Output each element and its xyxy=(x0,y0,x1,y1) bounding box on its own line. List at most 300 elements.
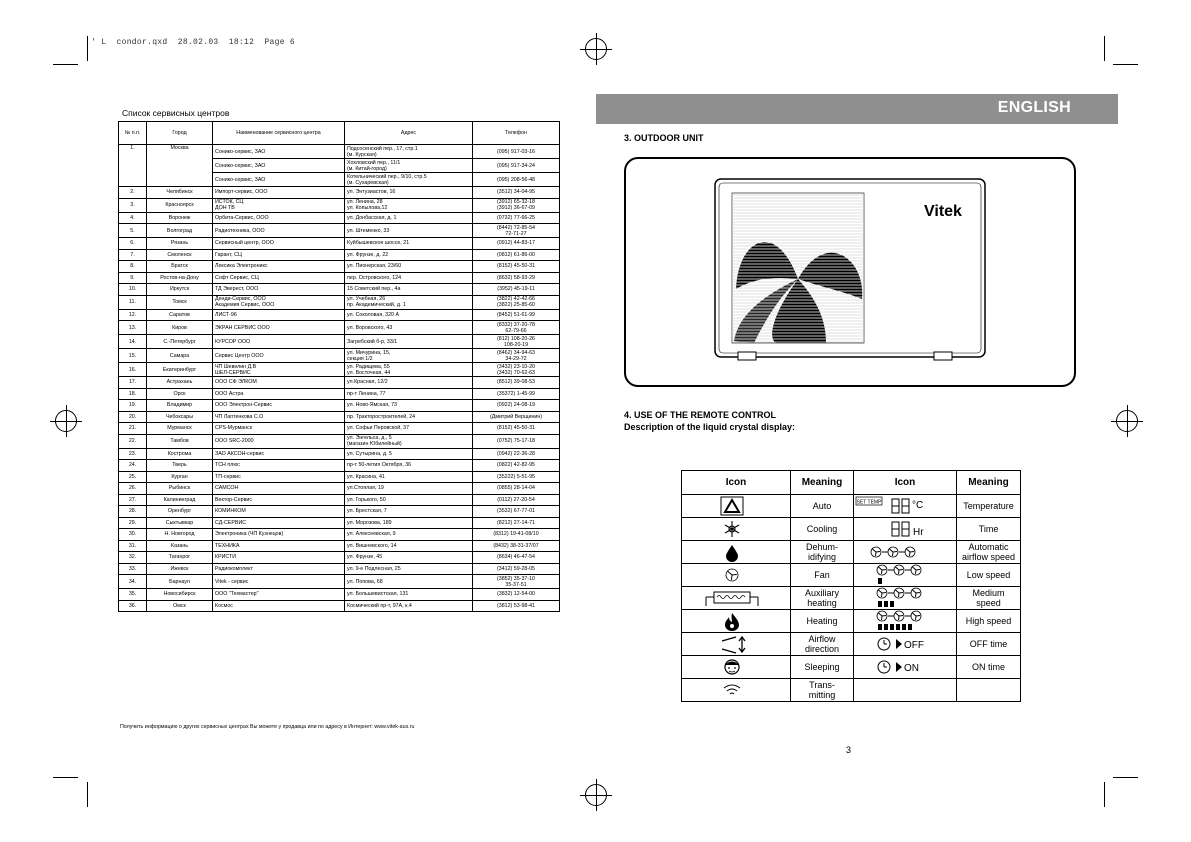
table-row xyxy=(682,541,1021,564)
meaning-text: Low speed xyxy=(957,564,1021,587)
table-cell: Владимир xyxy=(147,400,213,412)
table-cell: ул. Фрунзе, д. 22 xyxy=(345,249,473,261)
table-cell: 4. xyxy=(119,212,147,224)
table-cell: (0912) 44-83-17 xyxy=(473,238,560,250)
table-row xyxy=(119,471,560,483)
table-cell: ул. Соколовая, 320 А xyxy=(345,309,473,321)
table-cell: Электроника (ЧП Кузнецов) xyxy=(213,529,345,541)
meaning-text xyxy=(957,679,1021,702)
cooling-icon xyxy=(682,518,791,541)
table-row xyxy=(119,540,560,552)
table-cell: ул. Брестская, 7 xyxy=(345,506,473,518)
table-cell: Ростов-на-Дону xyxy=(147,272,213,284)
auto-fan-speed-icon xyxy=(854,541,957,564)
table-cell: (8632) 58-93-29 xyxy=(473,272,560,284)
auxiliary-heating-icon xyxy=(682,587,791,610)
table-cell: Сонико-сервис, ЗАО xyxy=(213,159,345,173)
section-outdoor-unit: 3. OUTDOOR UNIT xyxy=(624,133,704,143)
table-cell: ЧП Лаптенкова С.О xyxy=(213,411,345,423)
table-row xyxy=(119,187,560,199)
table-cell: ООО Астра xyxy=(213,388,345,400)
col-header-meaning: Meaning xyxy=(957,471,1021,495)
table-row xyxy=(119,448,560,460)
table-row xyxy=(119,349,560,363)
table-cell: (3532) 67-77-01 xyxy=(473,506,560,518)
col-header-city: Город xyxy=(147,122,213,145)
table-cell: (3822) 42-42-66 (3822) 25-85-60 xyxy=(473,295,560,309)
table-cell: Мурманск xyxy=(147,423,213,435)
table-cell: Иркутск xyxy=(147,284,213,296)
table-cell: Москва xyxy=(147,145,213,187)
table-cell: (3412) 59-28-05 xyxy=(473,563,560,575)
table-row xyxy=(119,388,560,400)
meaning-text: Heating xyxy=(791,610,854,633)
table-cell: ООО Электрон-Сервис xyxy=(213,400,345,412)
table-cell: 29. xyxy=(119,517,147,529)
lcd-description: Description of the liquid crystal display: xyxy=(624,422,796,432)
table-cell: ЭКРАН СЕРВИС ООО xyxy=(213,321,345,335)
table-cell: (8152) 45-50-31 xyxy=(473,423,560,435)
table-cell: 33. xyxy=(119,563,147,575)
table-row xyxy=(119,483,560,495)
table-row xyxy=(682,633,1021,656)
crop-mark xyxy=(87,782,88,807)
crop-mark xyxy=(53,64,78,65)
table-cell: (0855) 28-14-04 xyxy=(473,483,560,495)
table-cell: (8212) 27-14-71 xyxy=(473,517,560,529)
registration-mark xyxy=(585,38,607,60)
table-cell: (8452) 51-61-99 xyxy=(473,309,560,321)
col-header-address: Адрес xyxy=(345,122,473,145)
table-cell: Казань xyxy=(147,540,213,552)
col-header-name: Наименование сервисного центра xyxy=(213,122,345,145)
table-row xyxy=(119,529,560,541)
meaning-text: Auxiliary heating xyxy=(791,587,854,610)
table-cell: Загребский б-р, 33/1 xyxy=(345,335,473,349)
hours-label: Hr xyxy=(913,527,924,538)
table-row xyxy=(119,460,560,472)
table-cell: САМСОН xyxy=(213,483,345,495)
table-row xyxy=(119,411,560,423)
remote-control-title: 4. USE OF THE REMOTE CONTROL xyxy=(624,410,777,420)
table-cell: Импорт-сервис, ООО xyxy=(213,187,345,199)
table-cell: Космический пр-т, 97А, к.4 xyxy=(345,600,473,612)
table-cell: (0812) 61-86-00 xyxy=(473,249,560,261)
airflow-direction-icon xyxy=(682,633,791,656)
table-cell: 8. xyxy=(119,261,147,273)
table-cell: (812) 108-20-26 108-20-19 xyxy=(473,335,560,349)
table-cell: 15 Советский пер., 4а xyxy=(345,284,473,296)
table-row xyxy=(119,434,560,448)
table-cell: ул. Радищева, 55 ул. Восточная, 44 xyxy=(345,363,473,377)
table-cell: Самара xyxy=(147,349,213,363)
table-cell: ул. Энтузиастов, 16 xyxy=(345,187,473,199)
language-label: ENGLISH xyxy=(997,99,1071,116)
table-cell: ТСН плюс xyxy=(213,460,345,472)
meaning-text: Fan xyxy=(791,564,854,587)
registration-mark xyxy=(55,410,77,432)
table-cell: Подсосенский пер., 17, стр.1 (м. Курская) xyxy=(345,145,473,159)
table-cell: СД-СЕРВИС xyxy=(213,517,345,529)
table-cell: КУРСОР ООО xyxy=(213,335,345,349)
table-row xyxy=(119,145,560,159)
table-cell: ЧП Шевелин Д.В ШЕЛ-СЕРВИС xyxy=(213,363,345,377)
table-cell: 25. xyxy=(119,471,147,483)
table-cell: Радиотехника, ООО xyxy=(213,224,345,238)
table-cell: (0752) 75-17-18 xyxy=(473,434,560,448)
table-row xyxy=(119,494,560,506)
table-cell: CPS-Мурманск xyxy=(213,423,345,435)
table-cell: ул. Донбасская, д. 1 xyxy=(345,212,473,224)
table-cell: 21. xyxy=(119,423,147,435)
table-cell: (35372) 1-45-99 xyxy=(473,388,560,400)
table-cell: Омск xyxy=(147,600,213,612)
table-cell: Сыктывкар xyxy=(147,517,213,529)
crop-mark xyxy=(1104,782,1105,807)
table-cell: Рязань xyxy=(147,238,213,250)
heating-icon xyxy=(682,610,791,633)
outdoor-unit-frame xyxy=(624,157,1076,387)
table-cell: 12. xyxy=(119,309,147,321)
table-cell: Рыбинск xyxy=(147,483,213,495)
table-cell: 17. xyxy=(119,377,147,389)
table-row xyxy=(119,600,560,612)
transmitting-icon xyxy=(682,679,791,702)
table-row xyxy=(119,377,560,389)
table-cell: ул. Штеменко, 33 xyxy=(345,224,473,238)
table-cell: Волгоград xyxy=(147,224,213,238)
table-cell: ЗАО АКСОН-сервис xyxy=(213,448,345,460)
table-cell: (35222) 5-51-95 xyxy=(473,471,560,483)
table-cell: ЛИСТ-96 xyxy=(213,309,345,321)
meaning-text: Airflow direction xyxy=(791,633,854,656)
table-cell: Радиокомплект xyxy=(213,563,345,575)
service-centers-title: Список сервисных центров xyxy=(122,108,230,118)
meaning-text: Automatic airflow speed xyxy=(957,541,1021,564)
table-cell: Тверь xyxy=(147,460,213,472)
page-number: 3 xyxy=(846,745,852,755)
table-cell: Оренбург xyxy=(147,506,213,518)
table-cell: 14. xyxy=(119,335,147,349)
table-cell: (3832) 12-54-00 xyxy=(473,589,560,601)
table-row xyxy=(119,400,560,412)
table-cell: Курган xyxy=(147,471,213,483)
table-row xyxy=(682,610,1021,633)
off-label: OFF xyxy=(904,640,924,651)
col-header-meaning: Meaning xyxy=(791,471,854,495)
table-row xyxy=(682,564,1021,587)
registration-mark xyxy=(1116,410,1138,432)
table-cell: 15. xyxy=(119,349,147,363)
table-cell: пр-т 50-летия Октября, 36 xyxy=(345,460,473,472)
table-cell: ул. Алексеевская, 9 xyxy=(345,529,473,541)
table-cell: ООО "Техмастер" xyxy=(213,589,345,601)
table-cell: ул. Фрунзе, 45 xyxy=(345,552,473,564)
meaning-text: Time xyxy=(957,518,1021,541)
lcd-icons-table xyxy=(681,470,1021,702)
table-cell: (8432) 38-31-37/07 xyxy=(473,540,560,552)
crop-mark xyxy=(87,36,88,61)
table-cell: (Дмитрий Верщинин) xyxy=(473,411,560,423)
table-cell: (0822) 42-82-95 xyxy=(473,460,560,472)
table-cell: ИСТОК, СЦ ДОН ТВ xyxy=(213,198,345,212)
table-cell: ул. 9-е Подлесная, 25 xyxy=(345,563,473,575)
table-cell: (8634) 46-47-54 xyxy=(473,552,560,564)
table-row xyxy=(119,517,560,529)
table-row xyxy=(119,321,560,335)
table-cell: Ижевск xyxy=(147,563,213,575)
table-cell: ул. Сутырина, д. 5 xyxy=(345,448,473,460)
table-row xyxy=(682,518,1021,541)
table-row xyxy=(119,506,560,518)
table-cell: (8152) 45-50-31 xyxy=(473,261,560,273)
table-cell: (8442) 72-85-54 72-71-27 xyxy=(473,224,560,238)
table-cell: 7. xyxy=(119,249,147,261)
table-cell: Сонико-сервис, ЗАО xyxy=(213,173,345,187)
auto-icon xyxy=(682,495,791,518)
table-cell: (8332) 37-20-78 62-79-66 xyxy=(473,321,560,335)
table-cell: 22. xyxy=(119,434,147,448)
medium-speed-icon xyxy=(854,587,957,610)
table-cell: ООО SRC-2000 xyxy=(213,434,345,448)
table-cell: пер. Островского, 124 xyxy=(345,272,473,284)
crop-mark xyxy=(1113,777,1138,778)
empty-cell xyxy=(854,679,957,702)
table-cell: 24. xyxy=(119,460,147,472)
table-cell: (0112) 27-20-54 xyxy=(473,494,560,506)
table-cell: пр. Тракторостроителей, 24 xyxy=(345,411,473,423)
table-row xyxy=(119,575,560,589)
table-row xyxy=(119,212,560,224)
table-row xyxy=(682,587,1021,610)
table-cell: Куйбышевское шоссе, 21 xyxy=(345,238,473,250)
table-cell: ул. Учебная, 26 пр. Академический, д. 1 xyxy=(345,295,473,309)
table-row xyxy=(119,552,560,564)
table-row xyxy=(119,309,560,321)
table-cell: ул. Пионерская, 23/60 xyxy=(345,261,473,273)
table-cell: ТП-сервис xyxy=(213,471,345,483)
table-cell: 2. xyxy=(119,187,147,199)
language-banner xyxy=(596,94,1118,124)
brand-logo: Vitek xyxy=(924,203,962,220)
table-cell: ул.Стоялая, 19 xyxy=(345,483,473,495)
table-cell: Киров xyxy=(147,321,213,335)
table-row xyxy=(119,249,560,261)
table-cell: ул. Морозова, 189 xyxy=(345,517,473,529)
table-cell: Томск xyxy=(147,295,213,309)
table-row xyxy=(119,261,560,273)
meaning-text: Trans- mitting xyxy=(791,679,854,702)
table-cell: Vitek - сервис xyxy=(213,575,345,589)
table-cell: ул. Мичурина, 15, секция 1/2 xyxy=(345,349,473,363)
table-cell: 26. xyxy=(119,483,147,495)
dehumidifying-icon xyxy=(682,541,791,564)
table-cell: (3812) 53-98-41 xyxy=(473,600,560,612)
table-cell: (0732) 77-66-25 xyxy=(473,212,560,224)
table-cell: ТЕХНИКА xyxy=(213,540,345,552)
table-cell: 31. xyxy=(119,540,147,552)
table-cell: (3432) 23-10-20 (3432) 70-62-63 xyxy=(473,363,560,377)
crop-mark xyxy=(1104,36,1105,61)
table-cell: Таганрог xyxy=(147,552,213,564)
file-slug: ' L condor.qxd 28.02.03 18:12 Page 6 xyxy=(91,38,296,47)
table-cell: 36. xyxy=(119,600,147,612)
table-cell: Лексика Электроникс xyxy=(213,261,345,273)
table-cell: ул. Ленина, 28 ул. Копылова,12 xyxy=(345,198,473,212)
table-cell: Новосибирск xyxy=(147,589,213,601)
table-cell: ул. Большевистская, 131 xyxy=(345,589,473,601)
low-speed-icon xyxy=(854,564,957,587)
meaning-text: ON time xyxy=(957,656,1021,679)
crop-mark xyxy=(1113,64,1138,65)
table-cell: (3852) 35-37-10 35-37-51 xyxy=(473,575,560,589)
table-cell: Софт Сервис, СЦ xyxy=(213,272,345,284)
table-cell: Красноярск xyxy=(147,198,213,212)
table-cell: (095) 208-56-48 xyxy=(473,173,560,187)
table-cell: Орбита-Сервис, ООО xyxy=(213,212,345,224)
table-row xyxy=(119,284,560,296)
table-cell: Братск xyxy=(147,261,213,273)
table-cell: Космос xyxy=(213,600,345,612)
col-header-phone: Телефон xyxy=(473,122,560,145)
table-cell: 1. xyxy=(119,145,147,187)
table-cell: Котельнический пер., 9/10, стр.5 (м. Сухаревская) xyxy=(345,173,473,187)
off-timer-icon xyxy=(854,633,957,656)
table-cell: Денди-Сервис, ООО Академия Сервис, ООО xyxy=(213,295,345,309)
table-cell: Екатеринбург xyxy=(147,363,213,377)
on-label: ON xyxy=(904,663,919,674)
table-cell: 34. xyxy=(119,575,147,589)
table-cell: 23. xyxy=(119,448,147,460)
table-cell: Астрахань xyxy=(147,377,213,389)
table-cell: Сонико-сервис, ЗАО xyxy=(213,145,345,159)
celsius-label: °C xyxy=(912,500,924,511)
table-cell: 3. xyxy=(119,198,147,212)
table-cell: КРИСТИ xyxy=(213,552,345,564)
table-cell: С.-Петербург xyxy=(147,335,213,349)
table-row xyxy=(119,238,560,250)
table-cell: Вектор-Сервис xyxy=(213,494,345,506)
table-cell: 9. xyxy=(119,272,147,284)
meaning-text: Medium speed xyxy=(957,587,1021,610)
table-cell: 27. xyxy=(119,494,147,506)
table-cell: КОМИНКОМ xyxy=(213,506,345,518)
table-cell: (3912) 65-32-18 (3912) 36-67-09 xyxy=(473,198,560,212)
table-row xyxy=(119,224,560,238)
crop-mark xyxy=(53,777,78,778)
service-centers-table xyxy=(118,121,560,612)
table-cell: 30. xyxy=(119,529,147,541)
col-header-icon: Icon xyxy=(854,471,957,495)
table-cell: ул. Горького, 50 xyxy=(345,494,473,506)
table-cell: Гарант, СЦ xyxy=(213,249,345,261)
footnote: Получить информацию о других сервисных центрах Вы можете у продавца или по адресу в Интернет: www.vitek-aus.ru xyxy=(120,724,415,730)
table-cell: Чебоксары xyxy=(147,411,213,423)
table-cell: ул. Энгельса, д., 5 (магазин Юбилейный) xyxy=(345,434,473,448)
table-cell: Хохловский пер., 11/1 (м. Китай-город) xyxy=(345,159,473,173)
temperature-display-icon xyxy=(854,495,957,518)
table-cell: 11. xyxy=(119,295,147,309)
table-cell: Н. Новгород xyxy=(147,529,213,541)
meaning-text: OFF time xyxy=(957,633,1021,656)
meaning-text: High speed xyxy=(957,610,1021,633)
sleeping-icon xyxy=(682,656,791,679)
table-cell: Челябинск xyxy=(147,187,213,199)
high-speed-icon xyxy=(854,610,957,633)
table-cell: Барнаул xyxy=(147,575,213,589)
table-row xyxy=(682,679,1021,702)
table-cell: ТД Эверест, ООО xyxy=(213,284,345,296)
table-cell: ул. Попова, 68 xyxy=(345,575,473,589)
table-cell: 32. xyxy=(119,552,147,564)
table-cell: 35. xyxy=(119,589,147,601)
table-cell: (0922) 24-08-19 xyxy=(473,400,560,412)
table-cell: (0942) 22-36-28 xyxy=(473,448,560,460)
table-row xyxy=(119,272,560,284)
table-cell: 19. xyxy=(119,400,147,412)
table-cell: ул. Вишневского, 14 xyxy=(345,540,473,552)
table-cell: Калининград xyxy=(147,494,213,506)
table-cell: пр-т Ленина, 77 xyxy=(345,388,473,400)
table-row xyxy=(682,656,1021,679)
table-cell: ул.Красная, 12/2 xyxy=(345,377,473,389)
table-cell: (8512) 39-08-53 xyxy=(473,377,560,389)
meaning-text: Sleeping xyxy=(791,656,854,679)
table-cell: (095) 917-03-16 xyxy=(473,145,560,159)
table-cell: 20. xyxy=(119,411,147,423)
table-row xyxy=(119,335,560,349)
timer-hours-display-icon xyxy=(854,518,957,541)
table-row xyxy=(682,495,1021,518)
table-cell: ул. Воровского, 43 xyxy=(345,321,473,335)
meaning-text: Cooling xyxy=(791,518,854,541)
table-cell: 10. xyxy=(119,284,147,296)
registration-mark xyxy=(585,784,607,806)
set-temp-label: SET TEMP xyxy=(856,499,882,506)
table-cell: Сервис Центр ООО xyxy=(213,349,345,363)
table-row xyxy=(119,589,560,601)
table-cell: ул. Ново-Ямская, 73 xyxy=(345,400,473,412)
table-cell: 28. xyxy=(119,506,147,518)
table-cell: ул. Красина, 41 xyxy=(345,471,473,483)
meaning-text: Auto xyxy=(791,495,854,518)
table-cell: Воронеж xyxy=(147,212,213,224)
table-cell: ул. Софьи Перовской, 37 xyxy=(345,423,473,435)
table-cell: (8462) 34-94-63 34-29-72 xyxy=(473,349,560,363)
table-cell: Смоленск xyxy=(147,249,213,261)
section-remote-control xyxy=(624,409,795,433)
table-cell: Сервисный центр, ООО xyxy=(213,238,345,250)
table-cell: 6. xyxy=(119,238,147,250)
table-row xyxy=(119,198,560,212)
fan-icon xyxy=(682,564,791,587)
table-cell: 5. xyxy=(119,224,147,238)
col-header-number: № п.п. xyxy=(119,122,147,145)
table-cell: 13. xyxy=(119,321,147,335)
table-cell: (3512) 34-04-95 xyxy=(473,187,560,199)
table-cell: (095) 917-34-24 xyxy=(473,159,560,173)
meaning-text: Temperature xyxy=(957,495,1021,518)
table-cell: 18. xyxy=(119,388,147,400)
table-cell: Тамбов xyxy=(147,434,213,448)
table-row xyxy=(119,295,560,309)
table-row xyxy=(119,423,560,435)
table-row xyxy=(119,363,560,377)
outdoor-unit-illustration xyxy=(626,159,1074,385)
col-header-icon: Icon xyxy=(682,471,791,495)
table-cell: Орск xyxy=(147,388,213,400)
table-row xyxy=(119,563,560,575)
